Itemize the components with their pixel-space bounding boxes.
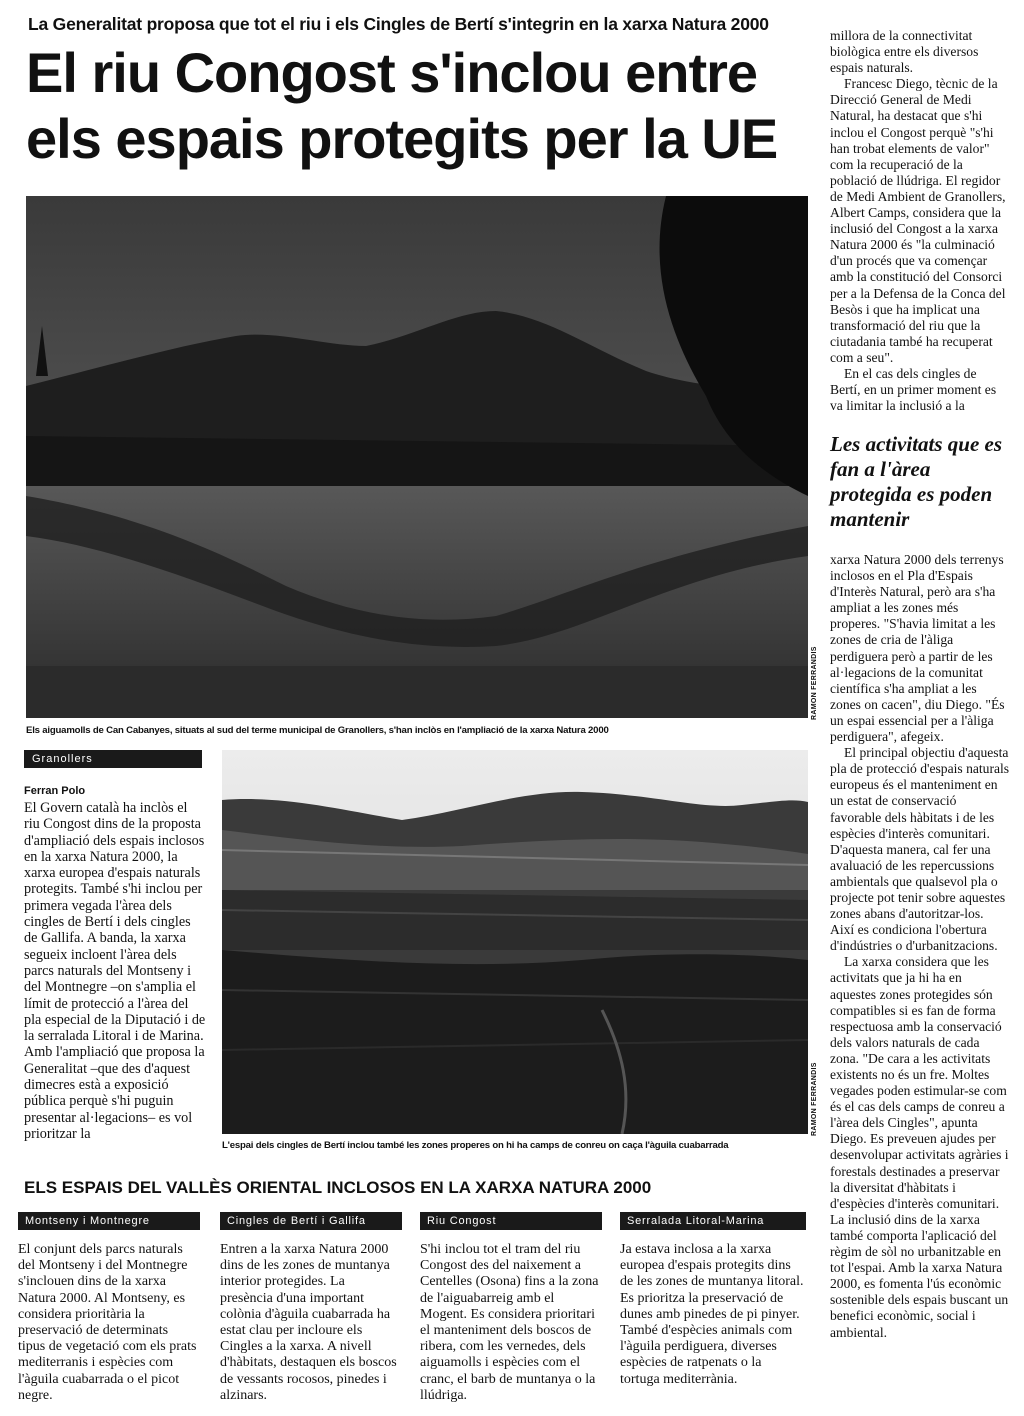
lead-column bbox=[24, 800, 206, 1142]
lead-paragraph: El Govern català ha inclòs el riu Congost dins de la proposta d'ampliació dels espais inclosos en la xarxa Natura 2000, la xarxa europea d'espais naturals protegits. També s'hi inclou per primera vegada l'àrea dels cingles de Bertí i dels cingles de Gallifa. A banda, la xarxa segueix incloent l'àrea dels parcs naturals del Montseny i del Montnegre –on s'amplia el límit de protecció a l'àrea del pla especial de la Diputació i de la serralada Litoral i de Marina. Amb l'ampliació que proposa la Generalitat –que des d'aquest dimecres està a exposició pública perquè s'hi puguin presentar al·legacions– es vol prioritzar la bbox=[24, 800, 206, 1142]
photo-cingles-image bbox=[222, 750, 808, 1134]
right-paragraph-4: xarxa Natura 2000 dels terrenys inclosos en el Pla d'Espais d'Interès Natural, però ara s'ha ampliat a les zones més properes. "S'havia limitat a les zones de cria de l'àliga perdiguera però a partir de les al·legacions de la comunitat científica s'ha ampliat a les zones on cacen", diu Diego. "És un espai essencial per a l'àliga perdiguera", afegeix. bbox=[830, 552, 1005, 745]
headline: El riu Congost s'inclou entre els espais protegits per la UE bbox=[26, 41, 778, 170]
box-cingles-label: Cingles de Bertí i Gallifa bbox=[220, 1212, 402, 1230]
pull-quote: Les activitats que es fan a l'àrea protegida es poden mantenir bbox=[830, 432, 1003, 531]
right-paragraph-1: millora de la connectivitat biològica entre els diversos espais naturals. bbox=[830, 28, 979, 76]
right-paragraph-3: En el cas dels cingles de Bertí, en un primer moment es va limitar la inclusió a la bbox=[830, 365, 997, 414]
box-montseny-label: Montseny i Montnegre bbox=[18, 1212, 200, 1230]
photo-wetlands-image bbox=[26, 196, 808, 718]
photo-wetlands-credit: RAMON FERRANDIS bbox=[811, 646, 818, 720]
photo-wetlands-caption: Els aiguamolls de Can Cabanyes, situats al sud del terme municipal de Granollers, s'han inclòs en l'ampliació de la xarxa Natura 2000 bbox=[26, 725, 609, 736]
right-column-continued bbox=[830, 552, 1010, 1341]
photo-cingles-credit: RAMON FERRANDIS bbox=[811, 1062, 818, 1136]
section-title: ELS ESPAIS DEL VALLÈS ORIENTAL INCLOSOS EN LA XARXA NATURA 2000 bbox=[24, 1178, 652, 1197]
right-paragraph-6: La xarxa considera que les activitats que ja hi ha en aquestes zones protegides són compatibles si es fan de forma respectuosa amb la conservació dels valors naturals de cada zona. "De cara a les activitats existents no és un fre. Moltes vegades poden estimular-se com és el cas dels camps de conreu a l'àrea dels Cingles", apunta Diego. Es preveuen ajudes per desenvolupar activitats agràries i forestals destinades a preservar la diversitat d'hàbitats i d'espècies d'interès comunitari. La inclusió dins de la xarxa també comporta l'aplicació del règim de sòl no urbanitzable en tot l'espai. Amb la xarxa Natura 2000, es fomenta l'ús econòmic sostenible dels espais buscant un benefici econòmic, social i ambiental. bbox=[830, 954, 1009, 1340]
photo-wetlands bbox=[26, 196, 808, 718]
box-litoral-text: Ja estava inclosa a la xarxa europea d'espais protegits dins de les zones de muntanya litoral. Es prioritza la preservació de dunes amb pinedes de pi pinyer. També d'espècies animals com l'àguila perdiguera, diverses espècies de ratpenats o la tortuga mediterrània. bbox=[620, 1242, 804, 1387]
right-paragraph-5: El principal objectiu d'aquesta pla de protecció d'espais naturals europeus és el manteniment en un estat de conservació favorable dels hàbitats i de les espècies d'interès comunitari. D'aquesta manera, cal fer una avaluació de les repercussions ambientals que qualsevol pla o projecte pot tenir sobre aquestes zones abans d'autoritzar-los. Així es condiciona l'obertura d'indústries o d'urbanitzacions. bbox=[830, 745, 1010, 954]
box-congost-label: Riu Congost bbox=[420, 1212, 602, 1230]
section-tag: Granollers bbox=[24, 750, 202, 768]
photo-cingles-caption: L'espai dels cingles de Bertí inclou també les zones properes on hi ha camps de conreu on caça l'àguila cuabarrada bbox=[222, 1140, 729, 1151]
right-paragraph-2: Francesc Diego, tècnic de la Direcció General de Medi Natural, ha destacat que s'hi inclou el Congost perquè "s'hi han trobat elements de valor" com la recuperació de la població de llúdriga. El regidor de Medi Ambient de Granollers, Albert Camps, considera que la inclusió del Congost a la xarxa Natura 2000 és "la culminació d'un procés que va començar amb la constitució del Consorci per a la Defensa de la Conca del Besòs i que ha implicat una transformació del riu que la ciutadania també ha recuperat com a seu". bbox=[830, 76, 1006, 365]
box-litoral-label: Serralada Litoral-Marina bbox=[620, 1212, 806, 1230]
byline: Ferran Polo bbox=[24, 785, 86, 797]
photo-cingles bbox=[222, 750, 808, 1134]
box-cingles-text: Entren a la xarxa Natura 2000 dins de les zones de muntanya interior protegides. La presència d'una important colònia d'àguila cuabarrada ha estat clau per incloure els Cingles a la xarxa. A nivell d'hàbitats, destaquen els boscos de vessants rocosos, pinedes i alzinars. bbox=[220, 1242, 397, 1403]
right-column bbox=[830, 28, 1010, 414]
box-montseny-text: El conjunt dels parcs naturals del Montseny i del Montnegre s'inclouen dins de la xarxa Natura 2000. Al Montseny, es considera prioritària la preservació de determinats tipus de vegetació com els prats mediterranis i espècies com l'àguila cuabarrada o el picot negre. bbox=[18, 1242, 197, 1403]
box-congost-text: S'hi inclou tot el tram del riu Congost des del naixement a Centelles (Osona) fins a la zona de l'aiguabarreig amb el Mogent. Es considera prioritari el manteniment dels boscos de ribera, com les vernedes, dels aiguamolls i espècies com el cranc, el barb de muntanya o la llúdriga. bbox=[420, 1242, 599, 1403]
kicker: La Generalitat proposa que tot el riu i els Cingles de Bertí s'integrin en la xarxa Natura 2000 bbox=[28, 14, 769, 34]
